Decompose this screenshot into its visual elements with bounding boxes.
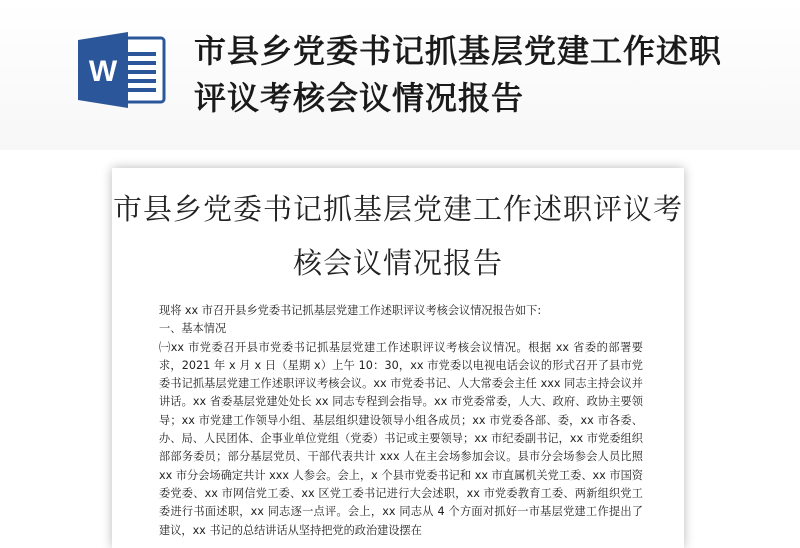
header-banner [0, 0, 800, 150]
word-icon-letter: W [88, 55, 118, 88]
word-icon [76, 30, 168, 110]
section-heading: 一、基本情况 [159, 322, 227, 336]
document-body [159, 302, 643, 540]
page-title: 市县乡党委书记抓基层党建工作述职评议考核会议情况报告 [194, 32, 723, 117]
document-paragraph: ㈠xx 市党委召开县市党委书记抓基层党建工作述职评议考核会议情况。根据 xx 省委的部署要求，2021 年 x 月 x 日（星期 x）上午 10：30，xx 市党委以电视电话会议的形式召开了县市党委书记抓基层党建工作述职评议考核会议。xx 市党委书记、人大常委会主任 xxx 同志主持会议并讲话。xx 省委基层党建处处长 xx 同志专程到会指导。xx 市党委常委，人大、政府、政协主要领导；xx 市党建工作领导小组、基层组织建设领导小组各成员；xx 市党委各部、委，xx 市各委、办、局、人民团体、企事业单位党组（党委）书记或主要领导；xx 市纪委副书记，xx 市党委组织部部务委员；部分基层党员、干部代表共计 xxx 人在主会场参加会议。县市分会场参会人员比照 xx 市分会场确定共计 xxx 人参会。会上，x 个县市党委书记和 xx 市直属机关党工委、xx 市国资委党委、xx 市网信党工委、xx 区党工委书记进行大会述职，xx 市党委教育工委、两新组织党工委进行书面述职，xx 同志逐一点评。会上，xx 同志从 4 个方面对抓好一市基层党建工作提出了建议，xx 书记的总结讲话从坚持把党的政治建设摆在 [159, 340, 643, 537]
document-intro: 现将 xx 市召开县乡党委书记抓基层党建工作述职评议考核会议情况报告如下: [159, 304, 542, 317]
document-preview [112, 168, 684, 548]
document-title: 市县乡党委书记抓基层党建工作述职评议考核会议情况报告 [112, 192, 683, 280]
